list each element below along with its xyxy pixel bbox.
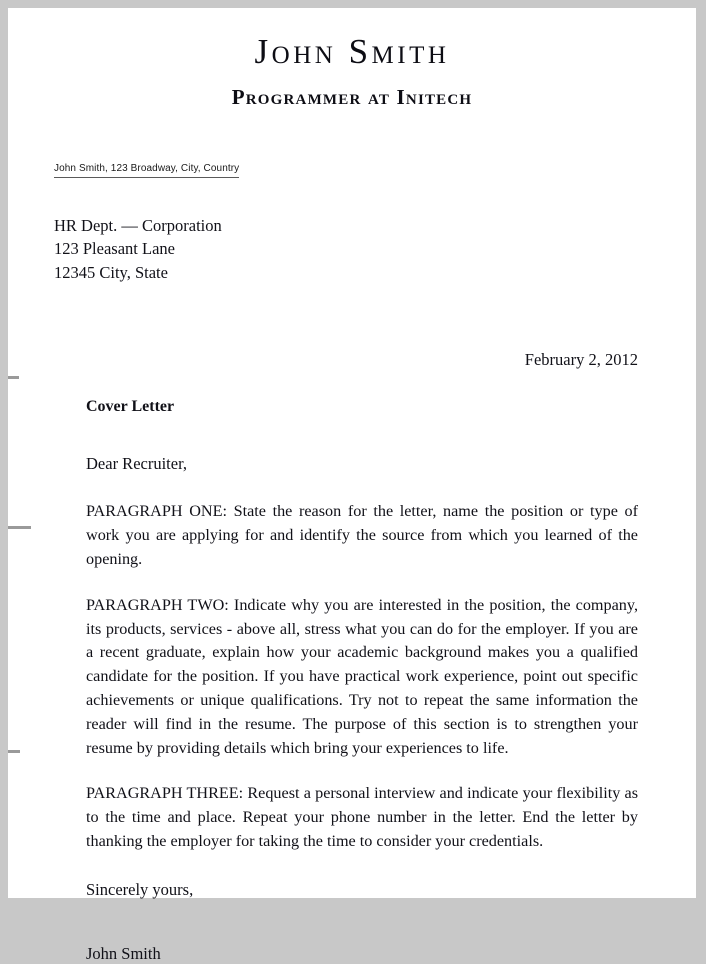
letter-salutation: Dear Recruiter, <box>86 454 188 474</box>
letterhead-name: John Smith <box>254 32 450 71</box>
letter-signature: John Smith <box>86 943 161 963</box>
recipient-line-3: 12345 City, State <box>54 262 168 282</box>
letterhead-subtitle: Programmer at Initech <box>231 84 473 109</box>
letter-paragraph-three: PARAGRAPH THREE: Request a personal interview and indicate your flexibility as to the time and place. Repeat your phone number in the letter. End the letter by thanking the employer for taking the time to consider your credentials. <box>86 784 638 851</box>
sender-address-line: John Smith, 123 Broadway, City, Country <box>54 163 239 178</box>
document-content <box>8 8 696 963</box>
recipient-line-2: 123 Pleasant Lane <box>54 239 175 259</box>
letter-paragraph-one: PARAGRAPH ONE: State the reason for the letter, name the position or type of work you are applying for and identify the source from which you learned of the opening. <box>86 502 638 568</box>
letter-date: February 2, 2012 <box>524 350 638 370</box>
letter-body <box>54 158 638 964</box>
letter-paragraph-two: PARAGRAPH TWO: Indicate why you are interested in the position, the company, its products, services - above all, stress what you can do for the employer. If you are a recent graduate, explain how your academic background makes you a qualified candidate for the position. If you have practical work experience, point out specific achievements or unique qualifications. Try not to repeat the same information the reader will find in the resume. The purpose of this section is to strengthen your resume by providing details which bring your experiences to life. <box>86 595 638 757</box>
letter-subject: Cover Letter <box>86 398 175 416</box>
letter-closing: Sincerely yours, <box>86 879 194 899</box>
document-page <box>8 8 696 963</box>
recipient-line-1: HR Dept. — Corporation <box>54 216 222 235</box>
recipient-address-block <box>54 214 638 284</box>
